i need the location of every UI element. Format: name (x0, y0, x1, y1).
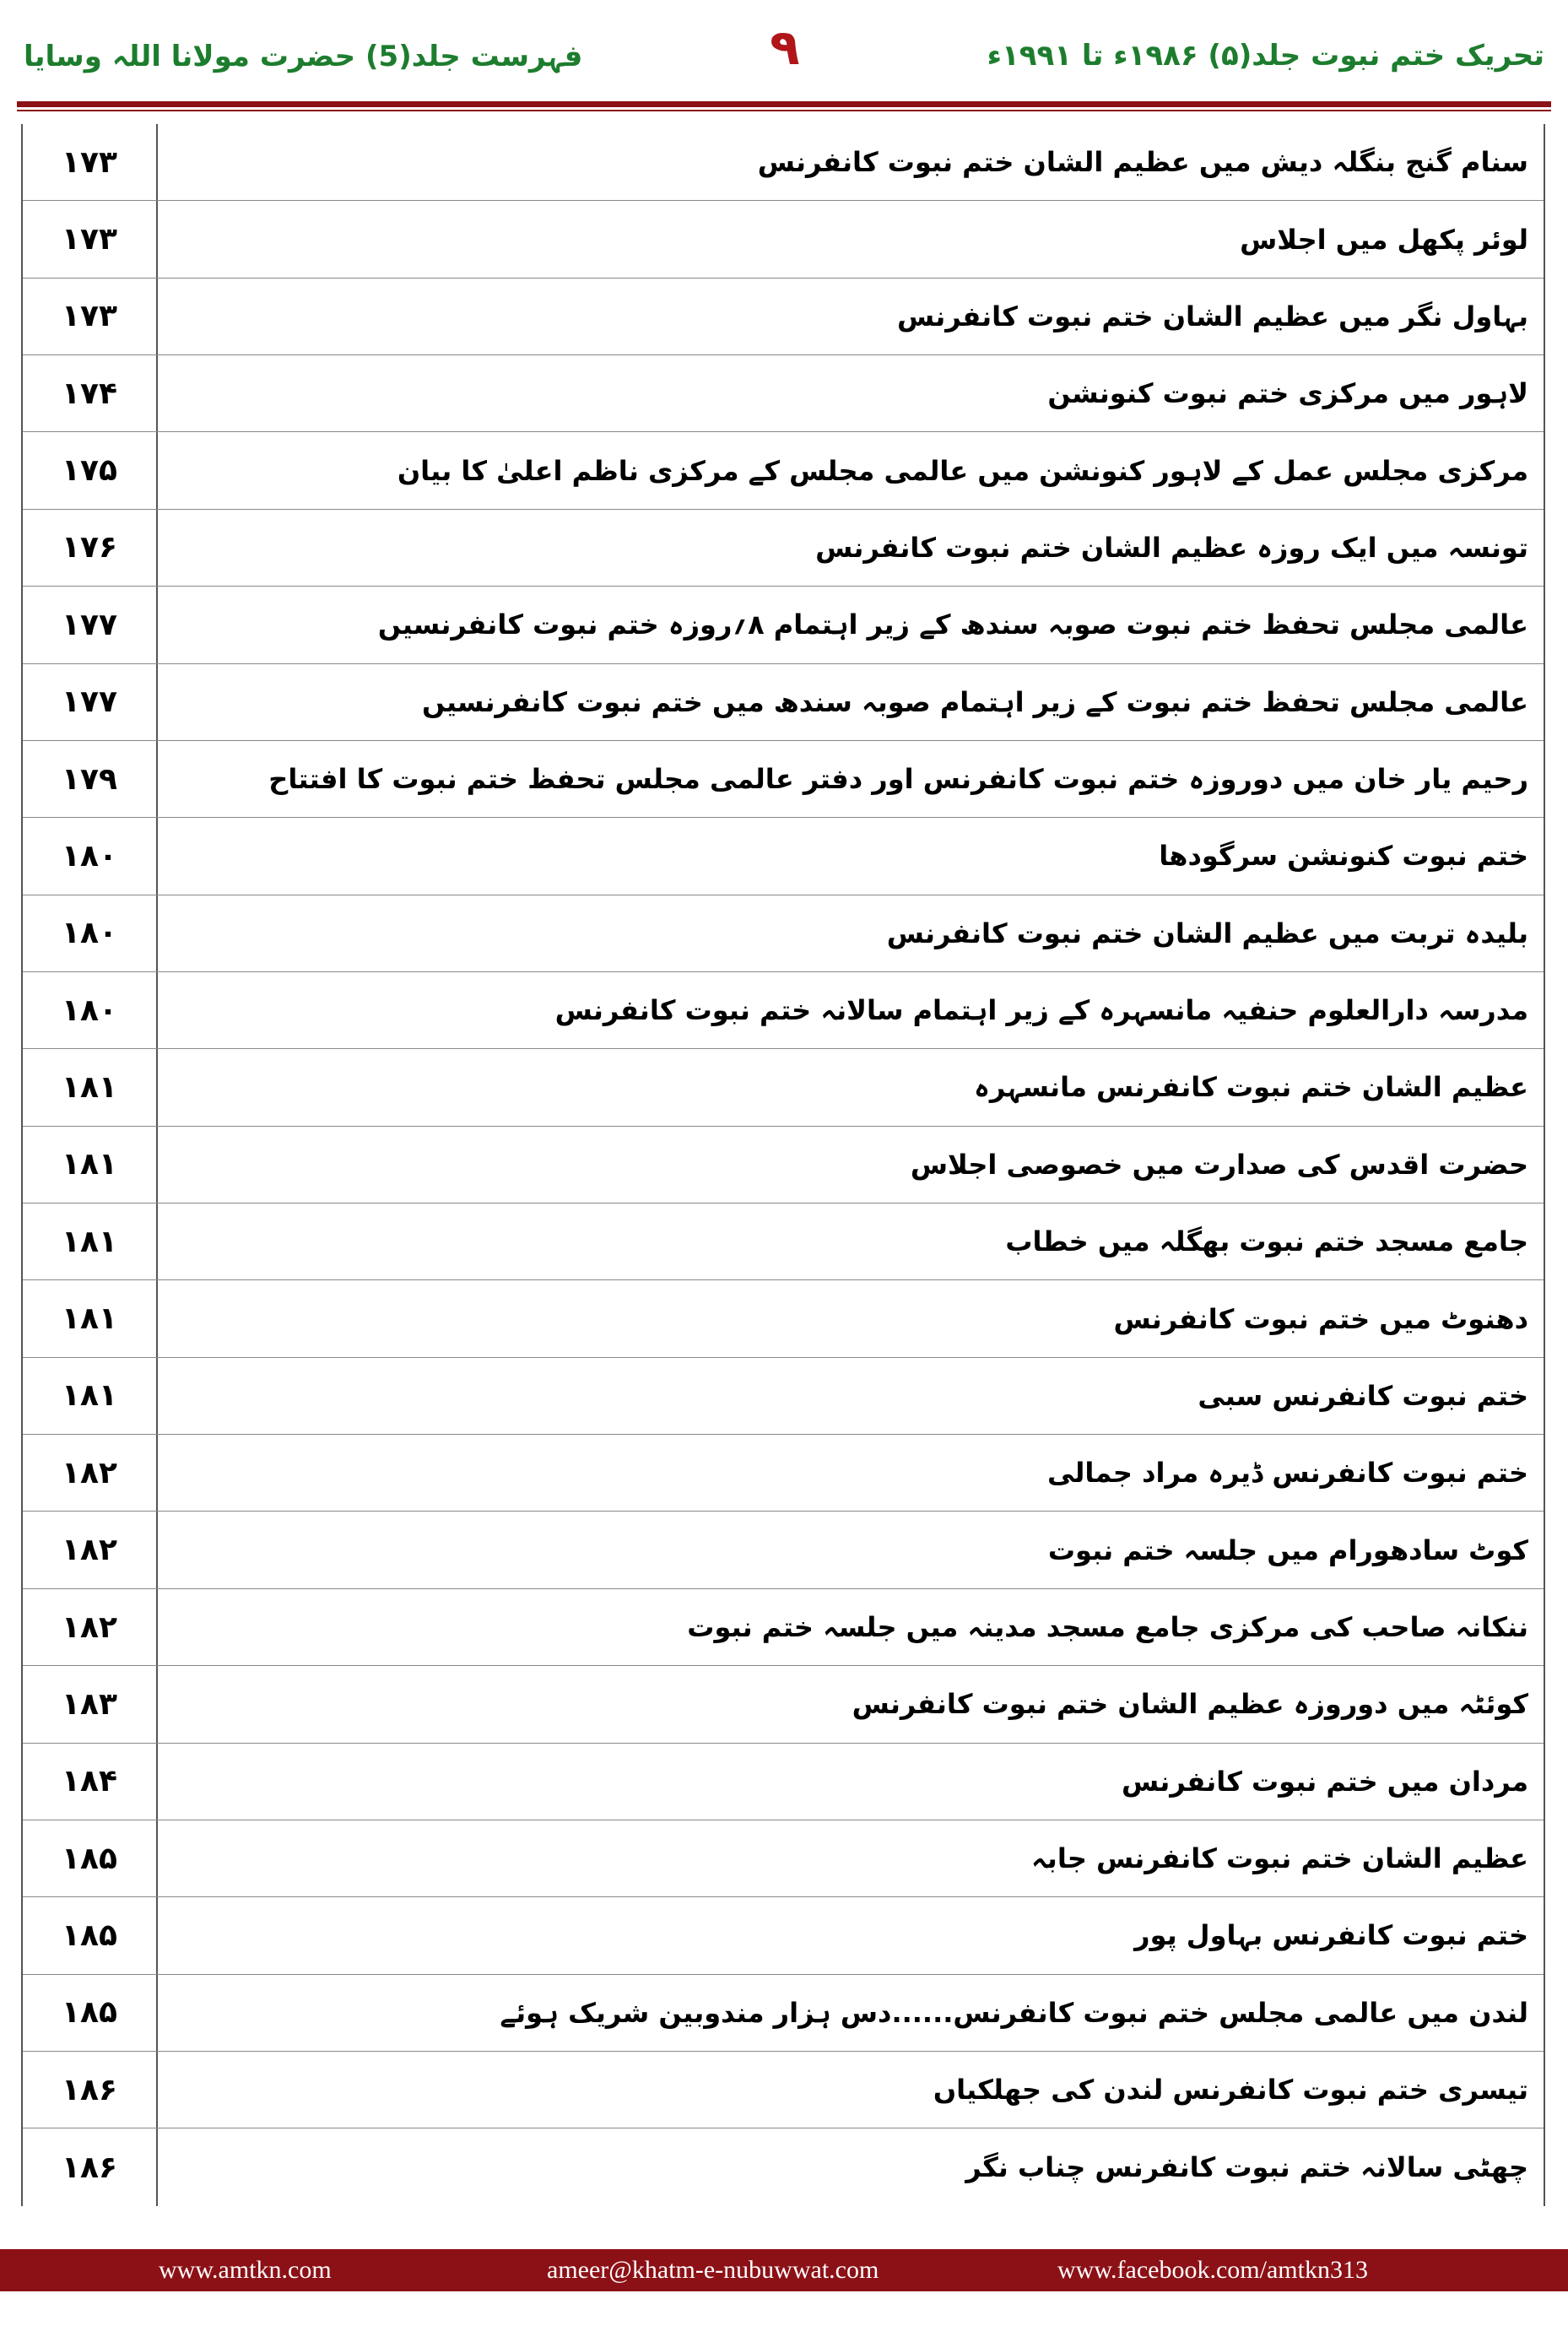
toc-page-number: ۱۷۵ (62, 453, 117, 489)
toc-page-number: ۱۸۱ (62, 1069, 117, 1105)
column-divider (156, 1589, 158, 1665)
column-divider (156, 1897, 158, 1973)
toc-row[interactable] (23, 664, 1544, 741)
column-divider (156, 895, 158, 971)
toc-page-number: ۱۸۵ (62, 1995, 117, 2031)
column-divider (156, 1127, 158, 1203)
book-title: تحریک ختم نبوت جلد(۵) ۱۹۸۶ء تا ۱۹۹۱ء (987, 39, 1544, 73)
column-divider (156, 1358, 158, 1434)
column-divider (156, 664, 158, 740)
page-header (0, 0, 1568, 108)
column-divider (156, 432, 158, 508)
column-divider (156, 279, 158, 354)
column-divider (156, 1280, 158, 1356)
toc-page-number: ۱۷۳ (62, 299, 117, 334)
column-divider (156, 1666, 158, 1742)
toc-entry-title: لاہور میں مرکزی ختم نبوت کنونشن (1047, 377, 1528, 410)
toc-entry-title: چھٹی سالانہ ختم نبوت کانفرنس چناب نگر (965, 2151, 1528, 2184)
toc-row[interactable] (23, 741, 1544, 818)
toc-entry-title: عظیم الشان ختم نبوت کانفرنس جابہ (1031, 1842, 1528, 1875)
toc-entry-title: سنام گنج بنگلہ دیش میں عظیم الشان ختم نبوت کانفرنس (757, 146, 1528, 179)
toc-entry-title: بہاول نگر میں عظیم الشان ختم نبوت کانفرنس (896, 300, 1528, 333)
toc-page-number: ۱۸۶ (62, 2072, 117, 2107)
toc-entry-title: عظیم الشان ختم نبوت کانفرنس مانسہرہ (974, 1071, 1528, 1104)
toc-row[interactable] (23, 1589, 1544, 1666)
toc-entry-title: مدرسہ دارالعلوم حنفیہ مانسہرہ کے زیر اہتمام سالانہ ختم نبوت کانفرنس (554, 994, 1528, 1027)
toc-row[interactable] (23, 1897, 1544, 1974)
column-divider (156, 1512, 158, 1587)
column-divider (156, 1435, 158, 1511)
page-number: ۹ (770, 19, 800, 76)
toc-row[interactable] (23, 201, 1544, 278)
toc-row[interactable] (23, 1280, 1544, 1357)
toc-entry-title: ختم نبوت کنونشن سرگودھا (1159, 840, 1528, 873)
toc-entry-title: مردان میں ختم نبوت کانفرنس (1122, 1765, 1528, 1798)
toc-entry-title: کوئٹہ میں دوروزہ عظیم الشان ختم نبوت کانفرنس (852, 1688, 1528, 1721)
toc-entry-title: تونسہ میں ایک روزہ عظیم الشان ختم نبوت کانفرنس (815, 531, 1528, 564)
toc-page-number: ۱۷۹ (62, 761, 117, 797)
toc-entry-title: لوئر پکھل میں اجلاس (1240, 223, 1528, 256)
column-divider (156, 818, 158, 894)
column-divider (156, 1049, 158, 1125)
page-footer (0, 2249, 1568, 2291)
toc-entry-title: لندن میں عالمی مجلس ختم نبوت کانفرنس......دس ہزار مندوبین شریک ہوئے (500, 1996, 1528, 2029)
toc-row[interactable] (23, 1127, 1544, 1203)
toc-row[interactable] (23, 432, 1544, 509)
toc-entry-title: تیسری ختم نبوت کانفرنس لندن کی جھلکیاں (933, 2074, 1528, 2107)
column-divider (156, 201, 158, 277)
toc-page-number: ۱۷۶ (62, 530, 117, 565)
toc-page-number: ۱۸۶ (62, 2150, 117, 2185)
column-divider (156, 2052, 158, 2128)
column-divider (156, 972, 158, 1048)
toc-page-number: ۱۷۳ (62, 144, 117, 180)
header-rule-thin (17, 110, 1551, 111)
toc-page-number: ۱۸۱ (62, 1301, 117, 1337)
column-divider (156, 741, 158, 817)
toc-entry-title: عالمی مجلس تحفظ ختم نبوت صوبہ سندھ کے زیر اہتمام ۸؍روزہ ختم نبوت کانفرنسیں (377, 608, 1528, 641)
toc-row[interactable] (23, 1666, 1544, 1743)
toc-entry-title: جامع مسجد ختم نبوت بھگلہ میں خطاب (1005, 1225, 1528, 1258)
toc-row[interactable] (23, 279, 1544, 355)
toc-row[interactable] (23, 355, 1544, 432)
toc-page-number: ۱۷۷ (62, 684, 117, 720)
index-title: فہرست جلد(5) حضرت مولانا اللہ وسایا (24, 40, 583, 73)
toc-page-number: ۱۸۱ (62, 1147, 117, 1182)
toc-page-number: ۱۸۲ (62, 1609, 117, 1645)
toc-page-number: ۱۸۲ (62, 1533, 117, 1568)
toc-row[interactable] (23, 1744, 1544, 1820)
toc-page-number: ۱۸۵ (62, 1841, 117, 1876)
toc-page-number: ۱۸۱ (62, 1378, 117, 1414)
toc-entry-title: دھنوٹ میں ختم نبوت کانفرنس (1113, 1302, 1528, 1335)
toc-page-number: ۱۸۴ (62, 1764, 117, 1799)
toc-entry-title: رحیم یار خان میں دوروزہ ختم نبوت کانفرنس اور دفتر عالمی مجلس تحفظ ختم نبوت کا افتتاح (268, 763, 1528, 796)
toc-page-number: ۱۸۲ (62, 1455, 117, 1490)
toc-row[interactable] (23, 1820, 1544, 1897)
column-divider (156, 2128, 158, 2205)
toc-row[interactable] (23, 124, 1544, 201)
email-link[interactable]: ameer@khatm-e-nubuwwat.com (547, 2256, 879, 2284)
toc-entry-title: مرکزی مجلس عمل کے لاہور کنونشن میں عالمی مجلس کے مرکزی ناظم اعلیٰ کا بیان (397, 454, 1528, 487)
toc-row[interactable] (23, 895, 1544, 972)
toc-row[interactable] (23, 587, 1544, 663)
toc-entry-title: بلیدہ تربت میں عظیم الشان ختم نبوت کانفرنس (886, 917, 1528, 949)
toc-page-number: ۱۷۷ (62, 607, 117, 642)
header-rule-thick (17, 101, 1551, 107)
column-divider (156, 1203, 158, 1279)
toc-page-number: ۱۸۱ (62, 1224, 117, 1259)
facebook-link[interactable]: www.facebook.com/amtkn313 (1057, 2256, 1368, 2284)
toc-row[interactable] (23, 2128, 1544, 2205)
toc-row[interactable] (23, 1358, 1544, 1435)
toc-page-number: ۱۸۰ (62, 916, 117, 951)
toc-row[interactable] (23, 1203, 1544, 1280)
column-divider (156, 355, 158, 431)
table-of-contents (21, 124, 1545, 2206)
toc-row[interactable] (23, 818, 1544, 895)
toc-page-number: ۱۷۳ (62, 222, 117, 257)
toc-row[interactable] (23, 2052, 1544, 2128)
toc-entry-title: ختم نبوت کانفرنس بہاول پور (1134, 1919, 1528, 1952)
toc-entry-title: کوٹ سادھورام میں جلسہ ختم نبوت (1047, 1533, 1528, 1566)
website-link[interactable]: www.amtkn.com (159, 2256, 332, 2284)
column-divider (156, 510, 158, 586)
toc-row[interactable] (23, 510, 1544, 587)
column-divider (156, 1975, 158, 2051)
toc-entry-title: عالمی مجلس تحفظ ختم نبوت کے زیر اہتمام صوبہ سندھ میں ختم نبوت کانفرنسیں (422, 685, 1528, 718)
toc-page-number: ۱۸۵ (62, 1917, 117, 1953)
toc-page-number: ۱۸۳ (62, 1686, 117, 1722)
column-divider (156, 1744, 158, 1820)
toc-page-number: ۱۸۰ (62, 993, 117, 1028)
toc-page-number: ۱۸۰ (62, 838, 117, 874)
column-divider (156, 124, 158, 200)
toc-row[interactable] (23, 1975, 1544, 2052)
column-divider (156, 587, 158, 663)
toc-row[interactable] (23, 1512, 1544, 1588)
toc-page-number: ۱۷۴ (62, 376, 117, 411)
toc-entry-title: حضرت اقدس کی صدارت میں خصوصی اجلاس (910, 1148, 1528, 1181)
column-divider (156, 1820, 158, 1896)
toc-entry-title: ختم نبوت کانفرنس سبی (1198, 1379, 1528, 1412)
toc-row[interactable] (23, 1049, 1544, 1126)
toc-row[interactable] (23, 972, 1544, 1049)
toc-row[interactable] (23, 1435, 1544, 1512)
toc-entry-title: ننکانہ صاحب کی مرکزی جامع مسجد مدینہ میں جلسہ ختم نبوت (687, 1611, 1528, 1643)
toc-entry-title: ختم نبوت کانفرنس ڈیرہ مراد جمالی (1047, 1457, 1528, 1490)
